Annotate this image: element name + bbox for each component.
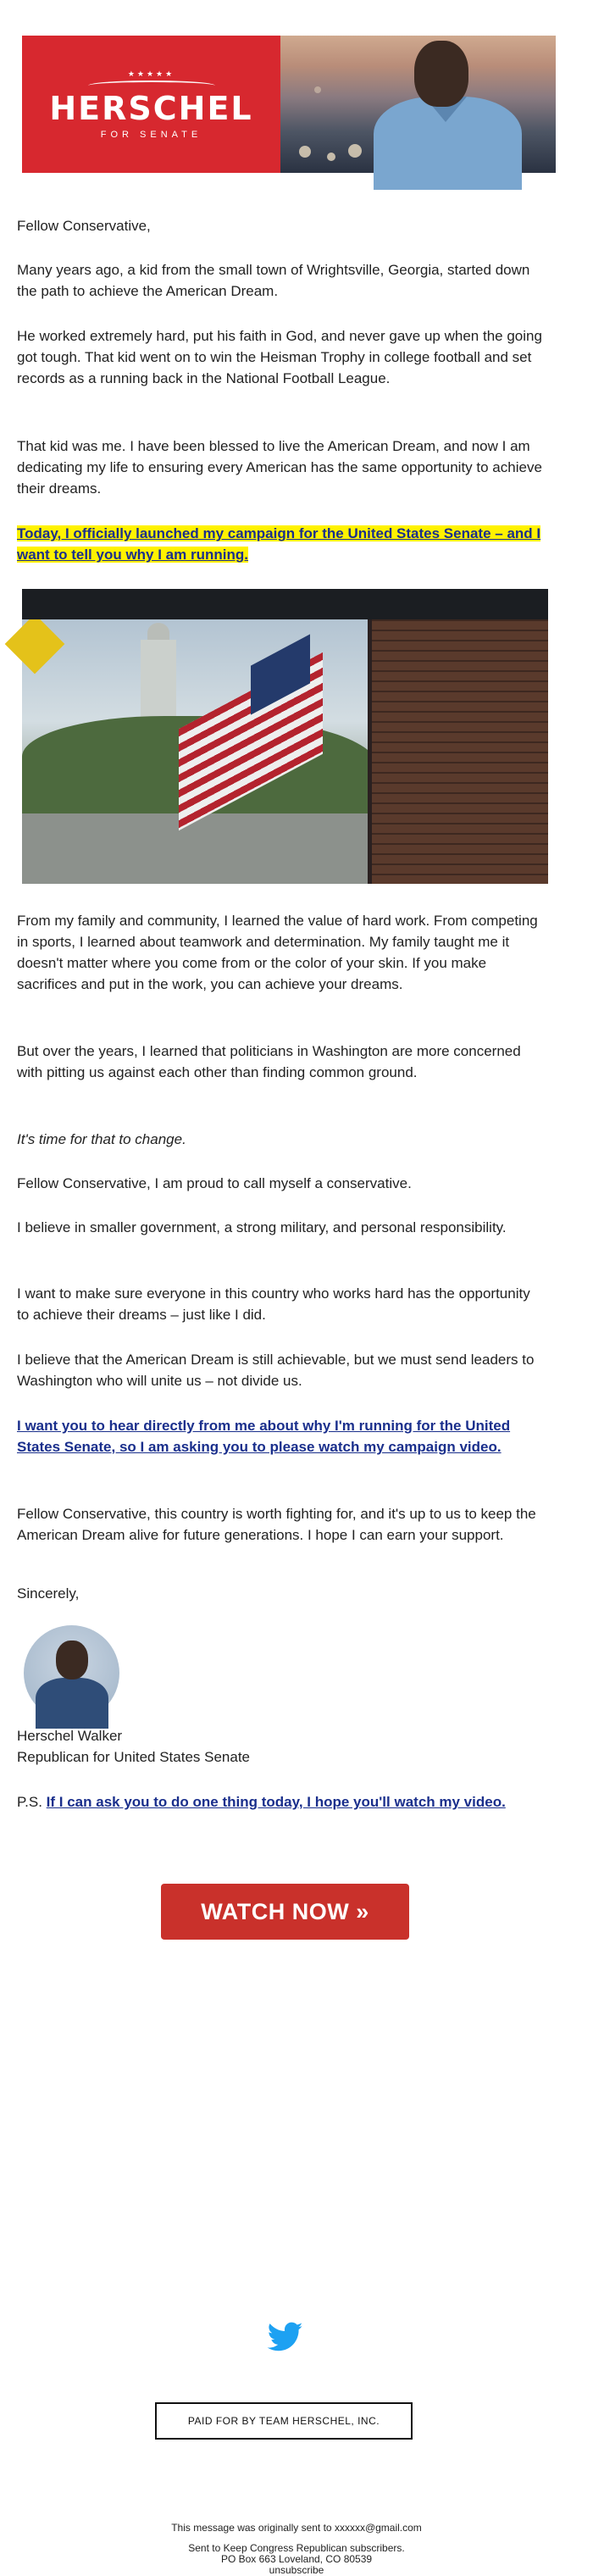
- watch-now-button[interactable]: WATCH NOW »: [161, 1884, 409, 1940]
- paragraph-support: Fellow Conservative, this country is worth fighting for, and it's up to us to keep the American Dream alive for future generations. I hope I can earn your support.: [17, 1506, 536, 1543]
- paragraph-change: It's time for that to change.: [17, 1131, 186, 1147]
- candidate-photo: [280, 36, 556, 173]
- ps-prefix: P.S.: [17, 1794, 42, 1810]
- campaign-launch-paragraph: [17, 523, 542, 565]
- paragraph-washington: But over the years, I learned that politicians in Washington are more concerned with pitting us against each other than finding common ground.: [17, 1043, 521, 1080]
- footer-unsubscribe-row: [0, 2564, 593, 2576]
- campaign-launch-link[interactable]: Today, I officially launched my campaign for the United States Senate – and I want to tell you why I am running.: [17, 525, 541, 563]
- signer-name: Herschel Walker: [17, 1728, 123, 1744]
- video-paragraph: [17, 1415, 542, 1457]
- signer-title: Republican for United States Senate: [17, 1749, 251, 1765]
- paragraph-american-dream: I believe that the American Dream is still achievable, but we must send leaders to Washington who will unite us – not divide us.: [17, 1352, 535, 1389]
- logo-subtitle: FOR SENATE: [100, 129, 202, 140]
- paid-for-disclaimer: PAID FOR BY TEAM HERSCHEL, INC.: [155, 2402, 413, 2440]
- footer-sent-to: This message was originally sent to xxxxxx@gmail.com: [171, 2522, 422, 2534]
- unsubscribe-link[interactable]: unsubscribe: [269, 2564, 324, 2576]
- paragraph-intro: Many years ago, a kid from the small town of Wrightsville, Georgia, started down the path to achieve the American Dream.: [17, 262, 530, 299]
- paragraph-beliefs: I believe in smaller government, a strong military, and personal responsibility.: [17, 1219, 507, 1235]
- logo-arc: [88, 80, 215, 91]
- logo-name: HERSCHEL: [49, 89, 253, 127]
- twitter-icon[interactable]: [268, 2322, 303, 2352]
- footer-subscription: Sent to Keep Congress Republican subscribers.: [188, 2542, 405, 2554]
- paragraph-conservative: Fellow Conservative, I am proud to call myself a conservative.: [17, 1175, 412, 1191]
- greeting: Fellow Conservative,: [17, 218, 151, 234]
- footer-address: PO Box 663 Loveland, CO 80539: [220, 2553, 373, 2565]
- signer-avatar: [24, 1625, 119, 1721]
- logo-stars: ★★★★★: [127, 69, 175, 78]
- campaign-video-link[interactable]: I want you to hear directly from me about why I'm running for the United States Senate, so I am asking you to please watch my campaign video.: [17, 1418, 511, 1455]
- paragraph-opportunity: I want to make sure everyone in this country who works hard has the opportunity to achieve their dreams – just like I did.: [17, 1285, 530, 1323]
- signoff: Sincerely,: [17, 1585, 80, 1602]
- paragraph-values: From my family and community, I learned the value of hard work. From competing in sports, I learned about teamwork and determination. My family taught me it doesn't matter where you come from or the color of your skin. If you make sacrifices and put in the work, you can achieve your dreams.: [17, 913, 538, 992]
- paragraph-career: He worked extremely hard, put his faith in God, and never gave up when the going got tough. That kid went on to win the Heisman Trophy in college football and set records as a running back in the National Football League.: [17, 328, 542, 386]
- ps-video-link[interactable]: If I can ask you to do one thing today, I hope you'll watch my video.: [46, 1794, 506, 1810]
- paragraph-dedication: That kid was me. I have been blessed to live the American Dream, and now I am dedicating my life to ensuring every American has the same opportunity to achieve their dreams.: [17, 438, 542, 497]
- header-banner[interactable]: [22, 36, 556, 173]
- ps-paragraph: [17, 1791, 542, 1813]
- flag-photo-link[interactable]: [22, 589, 548, 884]
- campaign-logo: [22, 36, 280, 173]
